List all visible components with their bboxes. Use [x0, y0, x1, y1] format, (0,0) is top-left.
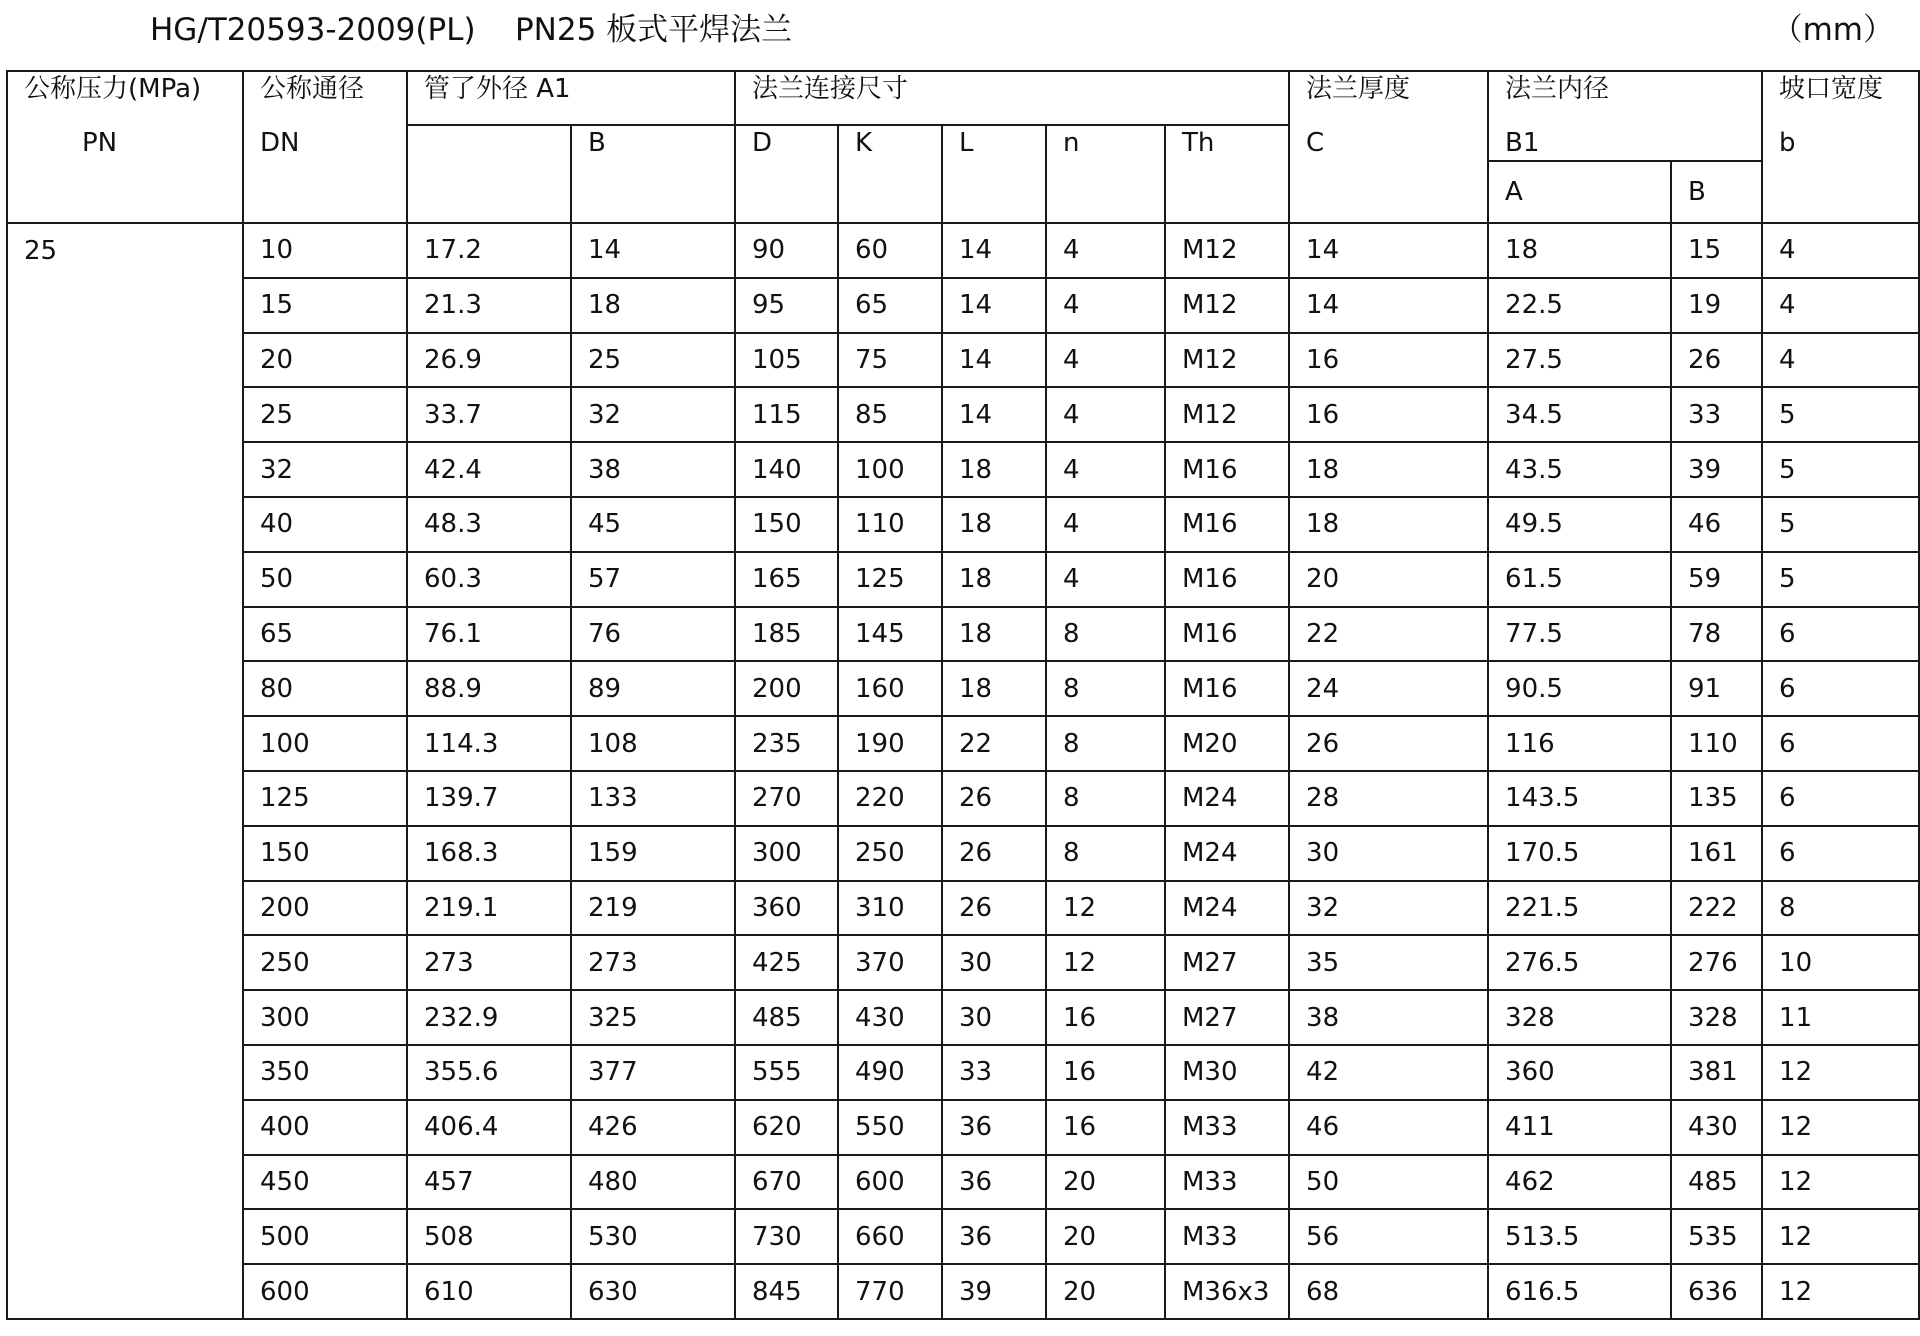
unit-label: （mm） — [1771, 12, 1894, 48]
cell-K: 370 — [838, 935, 942, 990]
cell-pipe-od-b: 14 — [571, 223, 735, 278]
cell-n: 8 — [1046, 661, 1165, 716]
cell-D: 165 — [735, 552, 838, 607]
cell-pipe-od-a: 168.3 — [407, 826, 571, 881]
flange-dimension-table — [6, 70, 1920, 1320]
cell-bevel: 4 — [1762, 278, 1919, 333]
cell-inner-b: 328 — [1671, 990, 1762, 1045]
cell-inner-b: 381 — [1671, 1045, 1762, 1100]
header-inner-a: A — [1488, 161, 1671, 223]
cell-Th: M33 — [1165, 1100, 1289, 1155]
cell-bevel: 4 — [1762, 223, 1919, 278]
cell-pipe-od-b: 18 — [571, 278, 735, 333]
cell-L: 26 — [942, 826, 1046, 881]
cell-dn: 10 — [243, 223, 407, 278]
cell-inner-a: 90.5 — [1488, 661, 1671, 716]
header-thickness-label: 法兰厚度 — [1306, 74, 1411, 104]
cell-Th: M24 — [1165, 881, 1289, 936]
cell-C: 24 — [1289, 661, 1488, 716]
cell-pipe-od-b: 57 — [571, 552, 735, 607]
cell-L: 36 — [942, 1155, 1046, 1210]
cell-Th: M27 — [1165, 990, 1289, 1045]
cell-D: 555 — [735, 1045, 838, 1100]
cell-n: 20 — [1046, 1155, 1165, 1210]
cell-C: 68 — [1289, 1264, 1488, 1319]
cell-inner-a: 22.5 — [1488, 278, 1671, 333]
cell-inner-b: 46 — [1671, 497, 1762, 552]
cell-L: 33 — [942, 1045, 1046, 1100]
header-Th: Th — [1165, 125, 1289, 223]
cell-dn: 20 — [243, 333, 407, 388]
cell-inner-b: 110 — [1671, 716, 1762, 771]
header-thickness — [1289, 71, 1488, 223]
cell-n: 4 — [1046, 552, 1165, 607]
header-D: D — [735, 125, 838, 223]
cell-C: 18 — [1289, 442, 1488, 497]
cell-L: 18 — [942, 607, 1046, 662]
header-bevel — [1762, 71, 1919, 223]
table-body — [7, 223, 1919, 1319]
cell-dn: 40 — [243, 497, 407, 552]
cell-dn: 32 — [243, 442, 407, 497]
cell-Th: M12 — [1165, 333, 1289, 388]
cell-D: 150 — [735, 497, 838, 552]
cell-D: 845 — [735, 1264, 838, 1319]
table-row — [7, 881, 1919, 936]
cell-K: 100 — [838, 442, 942, 497]
cell-C: 50 — [1289, 1155, 1488, 1210]
cell-inner-a: 77.5 — [1488, 607, 1671, 662]
cell-inner-a: 116 — [1488, 716, 1671, 771]
cell-C: 14 — [1289, 278, 1488, 333]
cell-pipe-od-a: 88.9 — [407, 661, 571, 716]
cell-n: 20 — [1046, 1264, 1165, 1319]
header-bevel-label: 坡口宽度 — [1779, 74, 1884, 104]
cell-Th: M36x3 — [1165, 1264, 1289, 1319]
table-row — [7, 278, 1919, 333]
cell-pipe-od-a: 60.3 — [407, 552, 571, 607]
header-pipe-od: 管了外径 A1 — [407, 71, 735, 125]
cell-pipe-od-b: 273 — [571, 935, 735, 990]
cell-K: 160 — [838, 661, 942, 716]
cell-pipe-od-b: 630 — [571, 1264, 735, 1319]
cell-inner-a: 18 — [1488, 223, 1671, 278]
cell-bevel: 11 — [1762, 990, 1919, 1045]
cell-pipe-od-b: 133 — [571, 771, 735, 826]
cell-bevel: 10 — [1762, 935, 1919, 990]
cell-pipe-od-a: 610 — [407, 1264, 571, 1319]
cell-pipe-od-b: 159 — [571, 826, 735, 881]
cell-pipe-od-a: 48.3 — [407, 497, 571, 552]
cell-inner-b: 485 — [1671, 1155, 1762, 1210]
cell-bevel: 6 — [1762, 661, 1919, 716]
cell-n: 4 — [1046, 387, 1165, 442]
cell-inner-a: 49.5 — [1488, 497, 1671, 552]
cell-bevel: 6 — [1762, 771, 1919, 826]
cell-inner-a: 221.5 — [1488, 881, 1671, 936]
header-pipe-od-b: B — [571, 125, 735, 223]
cell-bevel: 12 — [1762, 1209, 1919, 1264]
cell-L: 18 — [942, 661, 1046, 716]
cell-dn: 50 — [243, 552, 407, 607]
cell-D: 670 — [735, 1155, 838, 1210]
cell-D: 235 — [735, 716, 838, 771]
cell-Th: M33 — [1165, 1155, 1289, 1210]
cell-L: 36 — [942, 1209, 1046, 1264]
cell-pipe-od-a: 273 — [407, 935, 571, 990]
cell-L: 18 — [942, 497, 1046, 552]
cell-D: 360 — [735, 881, 838, 936]
cell-pipe-od-b: 219 — [571, 881, 735, 936]
cell-dn: 600 — [243, 1264, 407, 1319]
cell-K: 770 — [838, 1264, 942, 1319]
cell-dn: 100 — [243, 716, 407, 771]
header-n: n — [1046, 125, 1165, 223]
cell-L: 18 — [942, 442, 1046, 497]
header-thickness-sub: C — [1306, 128, 1325, 158]
cell-L: 26 — [942, 771, 1046, 826]
cell-C: 22 — [1289, 607, 1488, 662]
table-row — [7, 1045, 1919, 1100]
cell-inner-b: 91 — [1671, 661, 1762, 716]
cell-D: 425 — [735, 935, 838, 990]
cell-pipe-od-a: 33.7 — [407, 387, 571, 442]
cell-dn: 400 — [243, 1100, 407, 1155]
cell-K: 600 — [838, 1155, 942, 1210]
cell-D: 95 — [735, 278, 838, 333]
cell-n: 20 — [1046, 1209, 1165, 1264]
header-nominal-diameter-label: 公称通径 — [260, 74, 365, 104]
cell-inner-a: 43.5 — [1488, 442, 1671, 497]
cell-K: 60 — [838, 223, 942, 278]
cell-K: 310 — [838, 881, 942, 936]
cell-pipe-od-a: 42.4 — [407, 442, 571, 497]
cell-D: 730 — [735, 1209, 838, 1264]
cell-inner-a: 61.5 — [1488, 552, 1671, 607]
cell-bevel: 6 — [1762, 716, 1919, 771]
table-row — [7, 1264, 1919, 1319]
cell-L: 22 — [942, 716, 1046, 771]
cell-pipe-od-a: 508 — [407, 1209, 571, 1264]
cell-Th: M16 — [1165, 607, 1289, 662]
table-row — [7, 1209, 1919, 1264]
header-inner-diameter — [1488, 71, 1762, 161]
cell-inner-b: 39 — [1671, 442, 1762, 497]
cell-C: 42 — [1289, 1045, 1488, 1100]
cell-C: 16 — [1289, 333, 1488, 388]
cell-n: 4 — [1046, 333, 1165, 388]
cell-inner-b: 222 — [1671, 881, 1762, 936]
cell-D: 300 — [735, 826, 838, 881]
cell-Th: M12 — [1165, 223, 1289, 278]
cell-K: 550 — [838, 1100, 942, 1155]
header-nominal-diameter — [243, 71, 407, 223]
cell-inner-b: 78 — [1671, 607, 1762, 662]
cell-pipe-od-a: 457 — [407, 1155, 571, 1210]
cell-inner-b: 135 — [1671, 771, 1762, 826]
table-row — [7, 223, 1919, 278]
cell-dn: 150 — [243, 826, 407, 881]
cell-C: 32 — [1289, 881, 1488, 936]
cell-L: 14 — [942, 278, 1046, 333]
cell-inner-b: 19 — [1671, 278, 1762, 333]
cell-bevel: 4 — [1762, 333, 1919, 388]
cell-pipe-od-a: 355.6 — [407, 1045, 571, 1100]
cell-dn: 65 — [243, 607, 407, 662]
cell-n: 16 — [1046, 1100, 1165, 1155]
cell-inner-a: 170.5 — [1488, 826, 1671, 881]
cell-L: 14 — [942, 333, 1046, 388]
cell-Th: M12 — [1165, 278, 1289, 333]
cell-inner-b: 26 — [1671, 333, 1762, 388]
cell-Th: M16 — [1165, 497, 1289, 552]
cell-pipe-od-b: 45 — [571, 497, 735, 552]
table-row — [7, 661, 1919, 716]
cell-pipe-od-a: 21.3 — [407, 278, 571, 333]
cell-Th: M27 — [1165, 935, 1289, 990]
cell-pipe-od-a: 26.9 — [407, 333, 571, 388]
cell-Th: M20 — [1165, 716, 1289, 771]
table-row — [7, 771, 1919, 826]
header-connection: 法兰连接尺寸 — [735, 71, 1289, 125]
cell-n: 4 — [1046, 442, 1165, 497]
cell-dn: 200 — [243, 881, 407, 936]
cell-L: 30 — [942, 935, 1046, 990]
cell-pipe-od-b: 480 — [571, 1155, 735, 1210]
cell-inner-a: 34.5 — [1488, 387, 1671, 442]
cell-n: 8 — [1046, 771, 1165, 826]
cell-Th: M24 — [1165, 826, 1289, 881]
cell-C: 18 — [1289, 497, 1488, 552]
cell-inner-a: 513.5 — [1488, 1209, 1671, 1264]
cell-K: 660 — [838, 1209, 942, 1264]
cell-inner-b: 59 — [1671, 552, 1762, 607]
cell-K: 250 — [838, 826, 942, 881]
cell-pipe-od-a: 76.1 — [407, 607, 571, 662]
cell-dn: 15 — [243, 278, 407, 333]
cell-n: 8 — [1046, 716, 1165, 771]
cell-D: 140 — [735, 442, 838, 497]
cell-pipe-od-b: 38 — [571, 442, 735, 497]
cell-C: 26 — [1289, 716, 1488, 771]
cell-K: 220 — [838, 771, 942, 826]
page-title: HG/T20593-2009(PL) PN25 板式平焊法兰 — [150, 12, 793, 48]
cell-pn: 25 — [7, 223, 243, 1319]
header-pressure-sub: PN — [82, 128, 118, 158]
cell-inner-a: 462 — [1488, 1155, 1671, 1210]
cell-bevel: 12 — [1762, 1264, 1919, 1319]
cell-inner-a: 328 — [1488, 990, 1671, 1045]
cell-bevel: 5 — [1762, 552, 1919, 607]
cell-D: 115 — [735, 387, 838, 442]
cell-dn: 25 — [243, 387, 407, 442]
cell-pipe-od-a: 219.1 — [407, 881, 571, 936]
cell-K: 125 — [838, 552, 942, 607]
cell-n: 4 — [1046, 497, 1165, 552]
cell-Th: M30 — [1165, 1045, 1289, 1100]
cell-D: 105 — [735, 333, 838, 388]
cell-C: 16 — [1289, 387, 1488, 442]
header-L: L — [942, 125, 1046, 223]
cell-pipe-od-a: 17.2 — [407, 223, 571, 278]
cell-bevel: 5 — [1762, 442, 1919, 497]
cell-L: 14 — [942, 387, 1046, 442]
cell-dn: 500 — [243, 1209, 407, 1264]
cell-pipe-od-b: 426 — [571, 1100, 735, 1155]
cell-C: 38 — [1289, 990, 1488, 1045]
cell-D: 620 — [735, 1100, 838, 1155]
header-pressure-label: 公称压力(MPa) — [24, 74, 202, 104]
cell-dn: 250 — [243, 935, 407, 990]
cell-K: 190 — [838, 716, 942, 771]
cell-K: 85 — [838, 387, 942, 442]
cell-pipe-od-b: 530 — [571, 1209, 735, 1264]
cell-pipe-od-a: 406.4 — [407, 1100, 571, 1155]
cell-inner-a: 143.5 — [1488, 771, 1671, 826]
cell-inner-a: 27.5 — [1488, 333, 1671, 388]
cell-C: 30 — [1289, 826, 1488, 881]
header-pressure — [7, 71, 243, 223]
header-pipe-od-a — [407, 125, 571, 223]
table-row — [7, 1155, 1919, 1210]
cell-C: 35 — [1289, 935, 1488, 990]
cell-pipe-od-a: 114.3 — [407, 716, 571, 771]
cell-L: 14 — [942, 223, 1046, 278]
cell-pipe-od-b: 89 — [571, 661, 735, 716]
header-nominal-diameter-sub: DN — [260, 128, 300, 158]
cell-dn: 450 — [243, 1155, 407, 1210]
cell-Th: M16 — [1165, 552, 1289, 607]
header-inner-diameter-sub: B1 — [1505, 128, 1540, 158]
cell-Th: M16 — [1165, 661, 1289, 716]
header-inner-diameter-label: 法兰内径 — [1505, 74, 1610, 104]
table-row — [7, 607, 1919, 662]
cell-Th: M24 — [1165, 771, 1289, 826]
cell-L: 26 — [942, 881, 1046, 936]
table-row — [7, 990, 1919, 1045]
header-bevel-sub: b — [1779, 128, 1796, 158]
cell-pipe-od-b: 32 — [571, 387, 735, 442]
cell-Th: M33 — [1165, 1209, 1289, 1264]
table-header — [7, 71, 1919, 223]
table-row — [7, 497, 1919, 552]
cell-pipe-od-a: 139.7 — [407, 771, 571, 826]
cell-pipe-od-b: 325 — [571, 990, 735, 1045]
cell-n: 8 — [1046, 607, 1165, 662]
cell-inner-a: 411 — [1488, 1100, 1671, 1155]
cell-D: 270 — [735, 771, 838, 826]
cell-bevel: 5 — [1762, 387, 1919, 442]
cell-K: 65 — [838, 278, 942, 333]
cell-Th: M16 — [1165, 442, 1289, 497]
cell-C: 28 — [1289, 771, 1488, 826]
cell-inner-b: 636 — [1671, 1264, 1762, 1319]
table-row — [7, 333, 1919, 388]
cell-C: 20 — [1289, 552, 1488, 607]
cell-n: 4 — [1046, 223, 1165, 278]
cell-n: 16 — [1046, 990, 1165, 1045]
cell-n: 4 — [1046, 278, 1165, 333]
cell-inner-a: 276.5 — [1488, 935, 1671, 990]
cell-C: 56 — [1289, 1209, 1488, 1264]
cell-inner-b: 161 — [1671, 826, 1762, 881]
table-row — [7, 1100, 1919, 1155]
cell-bevel: 8 — [1762, 881, 1919, 936]
table-row — [7, 826, 1919, 881]
cell-pipe-od-b: 108 — [571, 716, 735, 771]
cell-dn: 300 — [243, 990, 407, 1045]
cell-inner-b: 430 — [1671, 1100, 1762, 1155]
cell-bevel: 6 — [1762, 607, 1919, 662]
cell-dn: 80 — [243, 661, 407, 716]
table-row — [7, 387, 1919, 442]
cell-K: 75 — [838, 333, 942, 388]
cell-D: 185 — [735, 607, 838, 662]
table-row — [7, 552, 1919, 607]
cell-bevel: 12 — [1762, 1045, 1919, 1100]
cell-K: 430 — [838, 990, 942, 1045]
table-row — [7, 442, 1919, 497]
cell-L: 36 — [942, 1100, 1046, 1155]
cell-inner-b: 33 — [1671, 387, 1762, 442]
cell-bevel: 12 — [1762, 1100, 1919, 1155]
cell-inner-b: 276 — [1671, 935, 1762, 990]
cell-Th: M12 — [1165, 387, 1289, 442]
header-K: K — [838, 125, 942, 223]
cell-K: 110 — [838, 497, 942, 552]
cell-D: 485 — [735, 990, 838, 1045]
cell-n: 12 — [1046, 881, 1165, 936]
cell-bevel: 12 — [1762, 1155, 1919, 1210]
cell-inner-b: 15 — [1671, 223, 1762, 278]
cell-pipe-od-b: 25 — [571, 333, 735, 388]
cell-C: 14 — [1289, 223, 1488, 278]
cell-pipe-od-b: 377 — [571, 1045, 735, 1100]
cell-dn: 350 — [243, 1045, 407, 1100]
header-inner-b: B — [1671, 161, 1762, 223]
cell-bevel: 6 — [1762, 826, 1919, 881]
cell-inner-a: 360 — [1488, 1045, 1671, 1100]
cell-n: 12 — [1046, 935, 1165, 990]
cell-D: 200 — [735, 661, 838, 716]
cell-L: 18 — [942, 552, 1046, 607]
cell-D: 90 — [735, 223, 838, 278]
cell-pipe-od-b: 76 — [571, 607, 735, 662]
cell-K: 145 — [838, 607, 942, 662]
cell-n: 16 — [1046, 1045, 1165, 1100]
cell-dn: 125 — [243, 771, 407, 826]
table-row — [7, 935, 1919, 990]
table-row — [7, 716, 1919, 771]
cell-bevel: 5 — [1762, 497, 1919, 552]
cell-inner-b: 535 — [1671, 1209, 1762, 1264]
cell-L: 39 — [942, 1264, 1046, 1319]
cell-K: 490 — [838, 1045, 942, 1100]
cell-n: 8 — [1046, 826, 1165, 881]
cell-L: 30 — [942, 990, 1046, 1045]
cell-C: 46 — [1289, 1100, 1488, 1155]
cell-inner-a: 616.5 — [1488, 1264, 1671, 1319]
cell-pipe-od-a: 232.9 — [407, 990, 571, 1045]
